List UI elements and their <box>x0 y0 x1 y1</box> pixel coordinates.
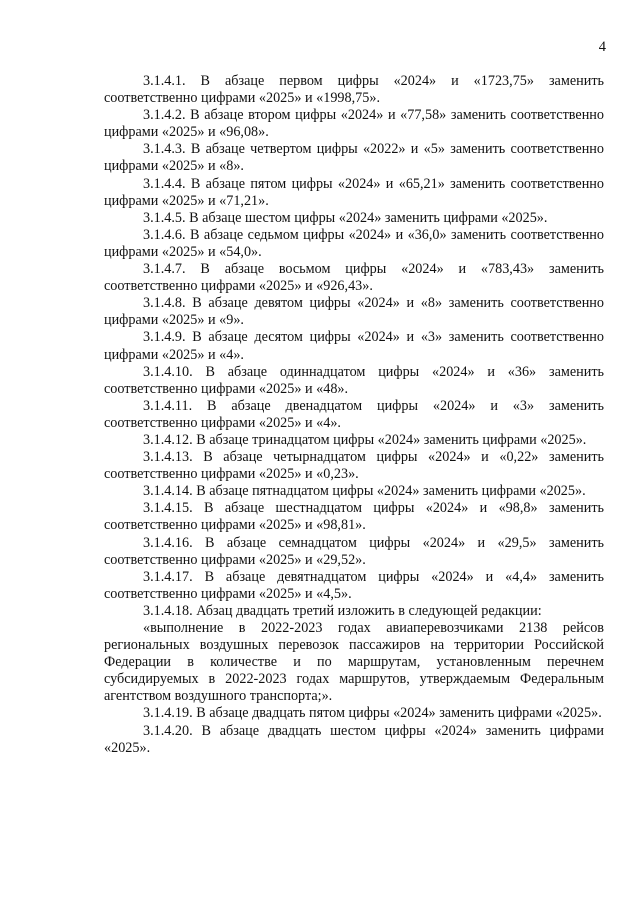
page-number: 4 <box>598 39 606 55</box>
paragraph-3-1-4-13: 3.1.4.13. В абзаце четырнадцатом цифры «2024» и «0,22» заменить соответственно цифрами «2025» и «0,23». <box>104 449 604 483</box>
paragraph-3-1-4-18: 3.1.4.18. Абзац двадцать третий изложить в следующей редакции: <box>143 602 542 619</box>
paragraph-3-1-4-5: 3.1.4.5. В абзаце шестом цифры «2024» заменить цифрами «2025». <box>143 209 548 226</box>
paragraph-3-1-4-4: 3.1.4.4. В абзаце пятом цифры «2024» и «65,21» заменить соответственно цифрами «2025» и «71,21». <box>104 175 604 209</box>
paragraph-3-1-4-17: 3.1.4.17. В абзаце девятнадцатом цифры «2024» и «4,4» заменить соответственно цифрами «2025» и «4,5». <box>104 568 604 602</box>
quoted-new-wording: «выполнение в 2022-2023 годах авиаперевозчиками 2138 рейсов региональных воздушных перевозок пассажиров на территории Российской Федерации в количестве и по маршрутам, установленным перечнем субсидируемых в 2022-2023 годах маршрутов, утверждаемым Федеральным агентством воздушного транспорта;». <box>104 620 604 705</box>
document-body <box>104 73 604 757</box>
paragraph-3-1-4-19: 3.1.4.19. В абзаце двадцать пятом цифры «2024» заменить цифрами «2025». <box>143 705 602 722</box>
paragraph-3-1-4-3: 3.1.4.3. В абзаце четвертом цифры «2022» и «5» заменить соответственно цифрами «2025» и «8». <box>104 141 604 175</box>
paragraph-3-1-4-9: 3.1.4.9. В абзаце десятом цифры «2024» и «3» заменить соответственно цифрами «2025» и «4». <box>104 329 604 363</box>
paragraph-3-1-4-1: 3.1.4.1. В абзаце первом цифры «2024» и «1723,75» заменить соответственно цифрами «2025» и «1998,75». <box>104 73 604 107</box>
paragraph-3-1-4-10: 3.1.4.10. В абзаце одиннадцатом цифры «2024» и «36» заменить соответственно цифрами «2025» и «48». <box>104 363 604 397</box>
paragraph-3-1-4-16: 3.1.4.16. В абзаце семнадцатом цифры «2024» и «29,5» заменить соответственно цифрами «2025» и «29,52». <box>104 534 604 568</box>
paragraph-3-1-4-12: 3.1.4.12. В абзаце тринадцатом цифры «2024» заменить цифрами «2025». <box>143 431 587 448</box>
paragraph-3-1-4-15: 3.1.4.15. В абзаце шестнадцатом цифры «2024» и «98,8» заменить соответственно цифрами «2025» и «98,81». <box>104 500 604 534</box>
paragraph-3-1-4-20: 3.1.4.20. В абзаце двадцать шестом цифры «2024» заменить цифрами «2025». <box>104 722 604 756</box>
paragraph-3-1-4-8: 3.1.4.8. В абзаце девятом цифры «2024» и «8» заменить соответственно цифрами «2025» и «9». <box>104 295 604 329</box>
paragraph-3-1-4-14: 3.1.4.14. В абзаце пятнадцатом цифры «2024» заменить цифрами «2025». <box>143 483 586 500</box>
paragraph-3-1-4-7: 3.1.4.7. В абзаце восьмом цифры «2024» и «783,43» заменить соответственно цифрами «2025» и «926,43». <box>104 261 604 295</box>
paragraph-3-1-4-6: 3.1.4.6. В абзаце седьмом цифры «2024» и «36,0» заменить соответственно цифрами «2025» и «54,0». <box>104 226 604 260</box>
paragraph-3-1-4-11: 3.1.4.11. В абзаце двенадцатом цифры «2024» и «3» заменить соответственно цифрами «2025» и «4». <box>104 397 604 431</box>
paragraph-3-1-4-2: 3.1.4.2. В абзаце втором цифры «2024» и «77,58» заменить соответственно цифрами «2025» и «96,08». <box>104 107 604 141</box>
